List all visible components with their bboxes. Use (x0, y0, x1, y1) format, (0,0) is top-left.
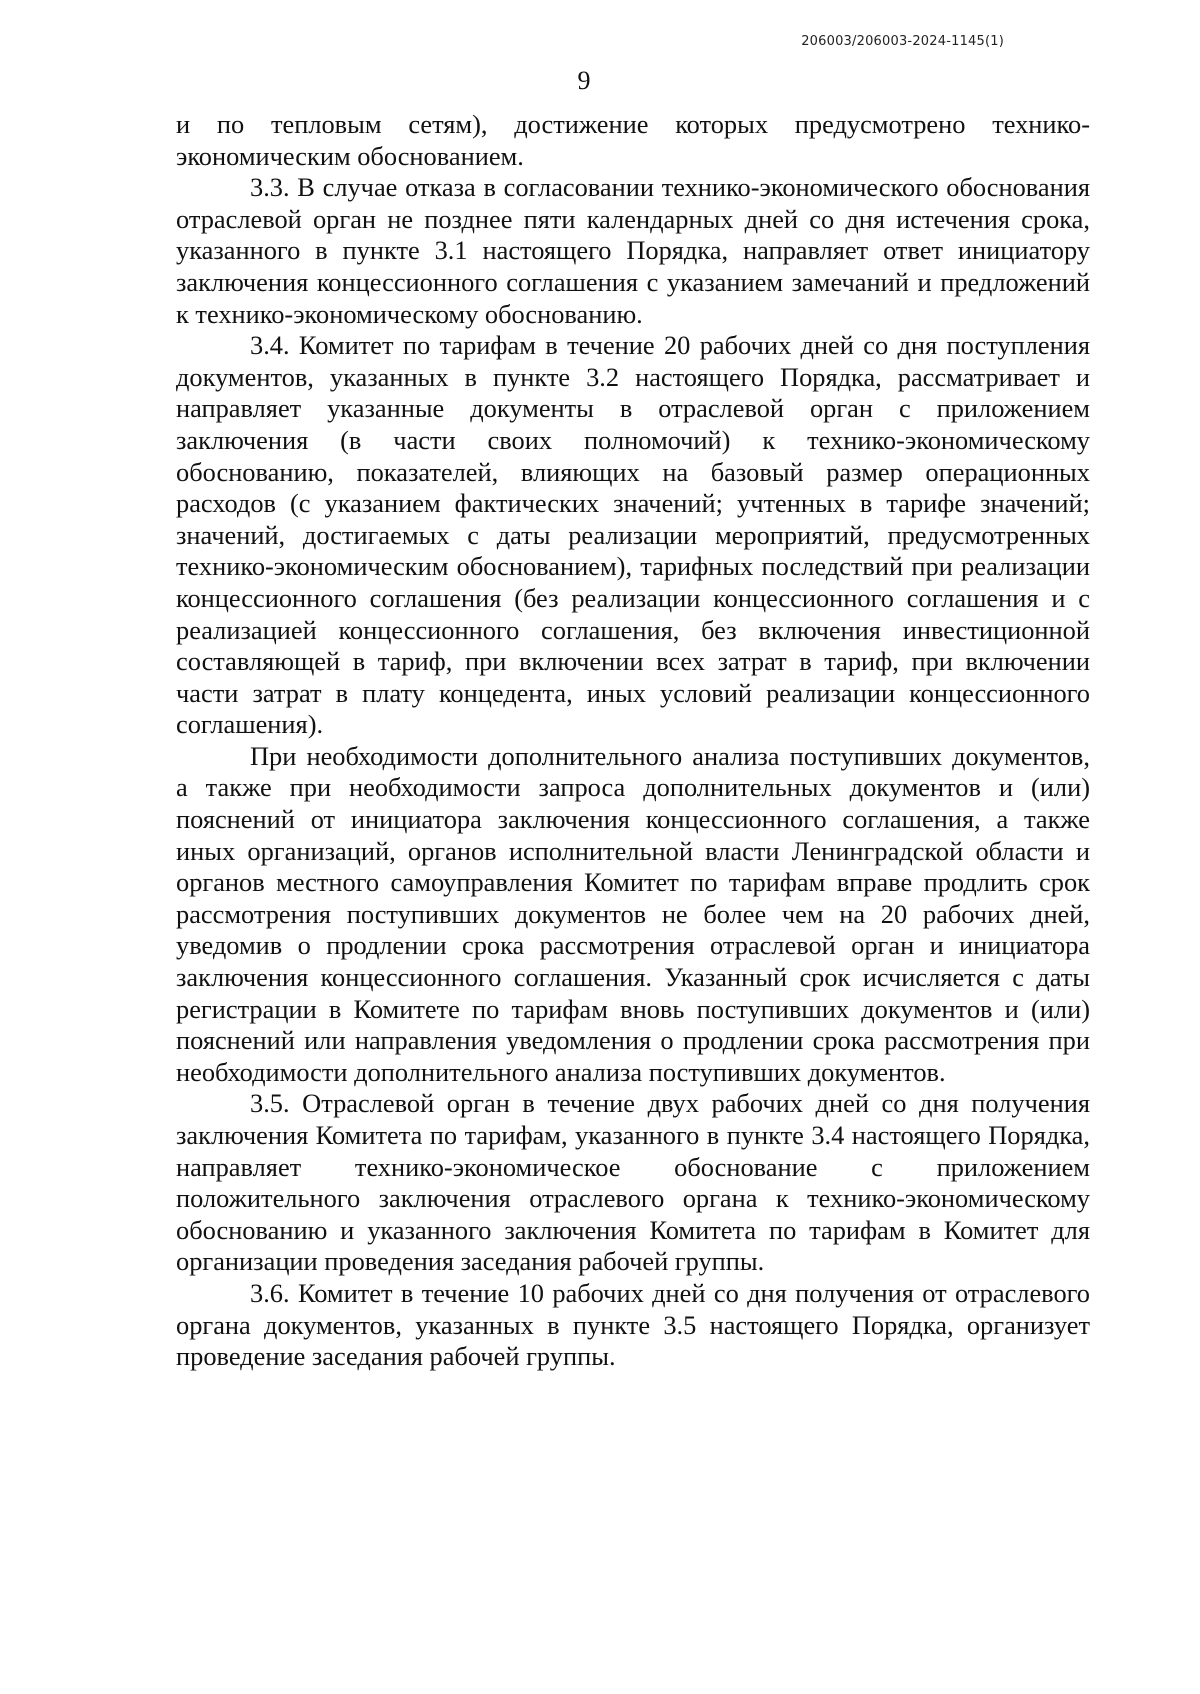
page-number: 9 (577, 66, 591, 95)
paragraph-3-4-extension: При необходимости дополнительного анализа поступивших документов, а также при необходимости запроса дополнительных документов и (или) пояснений от инициатора заключения концессионного соглашения, а также иных организаций, органов исполнительной власти Ленинградской области и органов местного самоуправления Комитет по тарифам вправе продлить срок рассмотрения поступивших документов не более чем на 20 рабочих дней, уведомив о продлении срока рассмотрения отраслевой орган и инициатора заключения концессионного соглашения. Указанный срок исчисляется с даты регистрации в Комитете по тарифам вновь поступивших документов и (или) пояснений или направления уведомления о продлении срока рассмотрения при необходимости дополнительного анализа поступивших документов. (176, 740, 1090, 1087)
paragraph-3-6: 3.6. Комитет в течение 10 рабочих дней со дня получения от отраслевого органа документов, указанных в пункте 3.5 настоящего Порядка, организует проведение заседания рабочей группы. (176, 1277, 1090, 1372)
document-body (176, 109, 1090, 1373)
document-registration-number: 206003/206003-2024-1145(1) (801, 34, 1004, 49)
paragraph-continuation: и по тепловым сетям), достижение которых предусмотрено технико-экономическим обоснованием. (176, 109, 1090, 171)
paragraph-3-3: 3.3. В случае отказа в согласовании технико-экономического обоснования отраслевой орган не позднее пяти календарных дней со дня истечения срока, указанного в пункте 3.1 настоящего Порядка, направляет ответ инициатору заключения концессионного соглашения с указанием замечаний и предложений к технико-экономическому обоснованию. (176, 172, 1090, 329)
paragraph-3-5: 3.5. Отраслевой орган в течение двух рабочих дней со дня получения заключения Комитета по тарифам, указанного в пункте 3.4 настоящего Порядка, направляет технико-экономическое обоснование с приложением положительного заключения отраслевого органа к технико-экономическому обоснованию и указанного заключения Комитета по тарифам в Комитет для организации проведения заседания рабочей группы. (176, 1088, 1090, 1277)
paragraph-3-4: 3.4. Комитет по тарифам в течение 20 рабочих дней со дня поступления документов, указанных в пункте 3.2 настоящего Порядка, рассматривает и направляет указанные документы в отраслевой орган с приложением заключения (в части своих полномочий) к технико-экономическому обоснованию, показателей, влияющих на базовый размер операционных расходов (с указанием фактических значений; учтенных в тарифе значений; значений, достигаемых с даты реализации мероприятий, предусмотренных технико-экономическим обоснованием), тарифных последствий при реализации концессионного соглашения (без реализации концессионного соглашения и с реализацией концессионного соглашения, без включения инвестиционной составляющей в тариф, при включении всех затрат в тариф, при включении части затрат в плату концедента, иных условий реализации концессионного соглашения). (176, 330, 1090, 740)
